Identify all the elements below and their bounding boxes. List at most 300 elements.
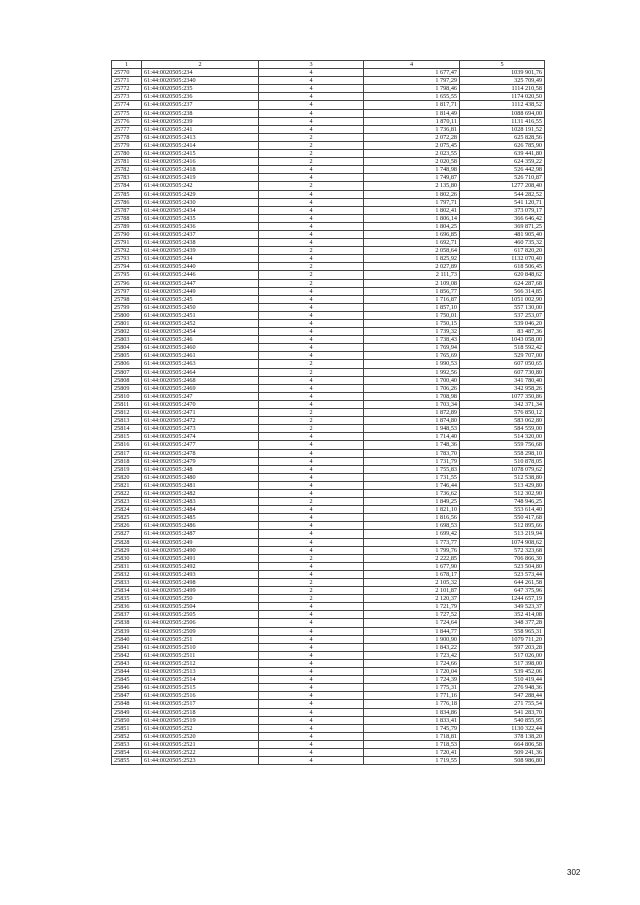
cost-value: 553 614,40 <box>460 506 545 514</box>
category: 4 <box>259 376 364 384</box>
cadastral-number: 61:44:0020505:2481 <box>142 481 259 489</box>
table-row <box>112 295 545 303</box>
table-row <box>112 619 545 627</box>
area-value: 1 825,92 <box>364 255 460 263</box>
cost-value: 647 375,96 <box>460 587 545 595</box>
row-number: 25849 <box>112 708 142 716</box>
category: 4 <box>259 489 364 497</box>
category: 4 <box>259 303 364 311</box>
table-row <box>112 247 545 255</box>
table-row <box>112 417 545 425</box>
table-row <box>112 150 545 158</box>
cost-value: 1088 694,00 <box>460 109 545 117</box>
cadastral-number: 61:44:0020505:2509 <box>142 627 259 635</box>
table-row <box>112 651 545 659</box>
category: 4 <box>259 757 364 765</box>
area-value: 1 736,81 <box>364 125 460 133</box>
row-number: 25773 <box>112 93 142 101</box>
category: 4 <box>259 392 364 400</box>
table-row <box>112 627 545 635</box>
cadastral-number: 61:44:0020505:2470 <box>142 400 259 408</box>
area-value: 2 101,87 <box>364 587 460 595</box>
table-row <box>112 400 545 408</box>
area-value: 2 120,37 <box>364 595 460 603</box>
cadastral-number: 61:44:0020505:2418 <box>142 166 259 174</box>
area-value: 1 718,81 <box>364 732 460 740</box>
category: 4 <box>259 336 364 344</box>
cost-value: 512 895,66 <box>460 522 545 530</box>
cadastral-number: 61:44:0020505:2340 <box>142 77 259 85</box>
category: 4 <box>259 732 364 740</box>
category: 2 <box>259 263 364 271</box>
row-number: 25823 <box>112 498 142 506</box>
area-value: 1 677,90 <box>364 562 460 570</box>
table-row <box>112 117 545 125</box>
area-value: 1 749,87 <box>364 174 460 182</box>
cadastral-number: 61:44:0020505:2480 <box>142 473 259 481</box>
cadastral-number: 61:44:0020505:2499 <box>142 587 259 595</box>
table-row <box>112 133 545 141</box>
category: 4 <box>259 659 364 667</box>
category: 4 <box>259 77 364 85</box>
cost-value: 1112 438,52 <box>460 101 545 109</box>
category: 4 <box>259 562 364 570</box>
table-row <box>112 69 545 77</box>
area-value: 1 755,83 <box>364 465 460 473</box>
table-row <box>112 376 545 384</box>
cost-value: 597 203,28 <box>460 643 545 651</box>
cost-value: 526 710,87 <box>460 174 545 182</box>
area-value: 1 719,55 <box>364 757 460 765</box>
cost-value: 512 538,80 <box>460 473 545 481</box>
category: 2 <box>259 150 364 158</box>
area-value: 1 775,31 <box>364 684 460 692</box>
table-row <box>112 579 545 587</box>
cadastral-number: 61:44:0020505:2491 <box>142 554 259 562</box>
table-row <box>112 473 545 481</box>
area-value: 1 724,39 <box>364 676 460 684</box>
cost-value: 626 785,90 <box>460 141 545 149</box>
category: 4 <box>259 692 364 700</box>
cost-value: 369 871,25 <box>460 222 545 230</box>
cost-value: 523 573,44 <box>460 570 545 578</box>
cost-value: 348 377,28 <box>460 619 545 627</box>
cost-value: 541 120,71 <box>460 198 545 206</box>
row-number: 25818 <box>112 457 142 465</box>
cost-value: 1077 350,86 <box>460 392 545 400</box>
row-number: 25847 <box>112 692 142 700</box>
area-value: 2 072,28 <box>364 133 460 141</box>
row-number: 25840 <box>112 635 142 643</box>
cost-value: 607 050,65 <box>460 360 545 368</box>
cadastral-number: 61:44:0020505:236 <box>142 93 259 101</box>
cost-value: 541 283,70 <box>460 708 545 716</box>
cost-value: 1039 901,76 <box>460 69 545 77</box>
cadastral-number: 61:44:0020505:2471 <box>142 409 259 417</box>
cadastral-number: 61:44:0020505:2516 <box>142 692 259 700</box>
table-row <box>112 320 545 328</box>
cost-value: 517 398,00 <box>460 659 545 667</box>
table-row <box>112 352 545 360</box>
area-value: 1 804,25 <box>364 222 460 230</box>
table-row <box>112 635 545 643</box>
area-value: 1 843,22 <box>364 643 460 651</box>
row-number: 25816 <box>112 441 142 449</box>
row-number: 25804 <box>112 344 142 352</box>
category: 4 <box>259 222 364 230</box>
cost-value: 1244 657,19 <box>460 595 545 603</box>
table-row <box>112 676 545 684</box>
row-number: 25848 <box>112 700 142 708</box>
table-row <box>112 271 545 279</box>
category: 4 <box>259 101 364 109</box>
cadastral-number: 61:44:0020505:2484 <box>142 506 259 514</box>
table-row <box>112 174 545 182</box>
cost-value: 1051 002,90 <box>460 295 545 303</box>
category: 2 <box>259 141 364 149</box>
area-value: 2 111,73 <box>364 271 460 279</box>
area-value: 1 834,86 <box>364 708 460 716</box>
cadastral-number: 61:44:0020505:2506 <box>142 619 259 627</box>
cost-value: 624 287,68 <box>460 279 545 287</box>
category: 4 <box>259 69 364 77</box>
row-number: 25814 <box>112 425 142 433</box>
category: 2 <box>259 425 364 433</box>
category: 4 <box>259 109 364 117</box>
area-value: 2 058,64 <box>364 247 460 255</box>
table-row <box>112 230 545 238</box>
cost-value: 342 371,34 <box>460 400 545 408</box>
cadastral-number: 61:44:0020505:2490 <box>142 546 259 554</box>
area-value: 2 075,45 <box>364 141 460 149</box>
table-row <box>112 425 545 433</box>
cost-value: 341 780,40 <box>460 376 545 384</box>
row-number: 25852 <box>112 732 142 740</box>
cadastral-number: 61:44:0020505:238 <box>142 109 259 117</box>
area-value: 1 776,18 <box>364 700 460 708</box>
cost-value: 508 986,80 <box>460 757 545 765</box>
cost-value: 639 441,80 <box>460 150 545 158</box>
cadastral-number: 61:44:0020505:2487 <box>142 530 259 538</box>
row-number: 25803 <box>112 336 142 344</box>
row-number: 25812 <box>112 409 142 417</box>
category: 2 <box>259 368 364 376</box>
area-value: 1 708,98 <box>364 392 460 400</box>
cadastral-number: 61:44:0020505:237 <box>142 101 259 109</box>
category: 2 <box>259 409 364 417</box>
category: 2 <box>259 158 364 166</box>
cadastral-number: 61:44:0020505:239 <box>142 117 259 125</box>
table-row <box>112 141 545 149</box>
category: 4 <box>259 668 364 676</box>
cost-value: 1043 058,00 <box>460 336 545 344</box>
cost-value: 540 855,95 <box>460 716 545 724</box>
row-number: 25855 <box>112 757 142 765</box>
row-number: 25796 <box>112 279 142 287</box>
category: 4 <box>259 125 364 133</box>
area-value: 1 692,71 <box>364 239 460 247</box>
area-value: 1 750,01 <box>364 311 460 319</box>
cost-value: 748 946,25 <box>460 498 545 506</box>
table-row <box>112 748 545 756</box>
category: 2 <box>259 279 364 287</box>
table-header-row <box>112 61 545 69</box>
table-row <box>112 457 545 465</box>
cadastral-number: 61:44:0020505:2464 <box>142 368 259 376</box>
column-header-1: 1 <box>112 61 142 69</box>
category: 4 <box>259 93 364 101</box>
cadastral-number: 61:44:0020505:2452 <box>142 320 259 328</box>
cost-value: 547 288,44 <box>460 692 545 700</box>
row-number: 25829 <box>112 546 142 554</box>
table-row <box>112 287 545 295</box>
cost-value: 1074 908,62 <box>460 538 545 546</box>
row-number: 25799 <box>112 303 142 311</box>
category: 2 <box>259 133 364 141</box>
row-number: 25772 <box>112 85 142 93</box>
row-number: 25781 <box>112 158 142 166</box>
cadastral-number: 61:44:0020505:2461 <box>142 352 259 360</box>
cost-value: 618 506,45 <box>460 263 545 271</box>
area-value: 1 720,04 <box>364 668 460 676</box>
cost-value: 617 820,20 <box>460 247 545 255</box>
table-row <box>112 732 545 740</box>
cost-value: 510 878,05 <box>460 457 545 465</box>
table-row <box>112 587 545 595</box>
cost-value: 558 965,31 <box>460 627 545 635</box>
cadastral-number: 61:44:0020505:245 <box>142 295 259 303</box>
cost-value: 513 219,94 <box>460 530 545 538</box>
cost-value: 1114 210,58 <box>460 85 545 93</box>
category: 4 <box>259 724 364 732</box>
cadastral-number: 61:44:0020505:2450 <box>142 303 259 311</box>
category: 2 <box>259 554 364 562</box>
category: 4 <box>259 627 364 635</box>
cost-value: 1079 711,20 <box>460 635 545 643</box>
category: 2 <box>259 417 364 425</box>
cost-value: 512 302,90 <box>460 489 545 497</box>
category: 2 <box>259 182 364 190</box>
row-number: 25789 <box>112 222 142 230</box>
area-value: 2 027,89 <box>364 263 460 271</box>
cadastral-number: 61:44:0020505:2438 <box>142 239 259 247</box>
category: 2 <box>259 247 364 255</box>
row-number: 25779 <box>112 141 142 149</box>
area-value: 1 738,43 <box>364 336 460 344</box>
table-row <box>112 554 545 562</box>
area-value: 1 724,64 <box>364 619 460 627</box>
category: 4 <box>259 570 364 578</box>
category: 4 <box>259 174 364 182</box>
area-value: 1 703,34 <box>364 400 460 408</box>
cost-value: 572 323,68 <box>460 546 545 554</box>
row-number: 25820 <box>112 473 142 481</box>
category: 2 <box>259 579 364 587</box>
row-number: 25783 <box>112 174 142 182</box>
area-value: 1 720,41 <box>364 748 460 756</box>
row-number: 25778 <box>112 133 142 141</box>
area-value: 1 700,40 <box>364 376 460 384</box>
category: 4 <box>259 295 364 303</box>
cost-value: 539 046,20 <box>460 320 545 328</box>
area-value: 2 135,80 <box>364 182 460 190</box>
cadastral-number: 61:44:0020505:251 <box>142 635 259 643</box>
cost-value: 566 314,85 <box>460 287 545 295</box>
table-row <box>112 344 545 352</box>
cost-value: 544 282,52 <box>460 190 545 198</box>
area-value: 1 814,49 <box>364 109 460 117</box>
area-value: 1 706,26 <box>364 384 460 392</box>
cadastral-number: 61:44:0020505:2521 <box>142 740 259 748</box>
data-table <box>111 60 545 765</box>
row-number: 25788 <box>112 214 142 222</box>
table-row <box>112 255 545 263</box>
row-number: 25851 <box>112 724 142 732</box>
cost-value: 373 079,17 <box>460 206 545 214</box>
row-number: 25800 <box>112 311 142 319</box>
cost-value: 509 241,36 <box>460 748 545 756</box>
row-number: 25843 <box>112 659 142 667</box>
row-number: 25824 <box>112 506 142 514</box>
category: 2 <box>259 595 364 603</box>
row-number: 25787 <box>112 206 142 214</box>
cadastral-number: 61:44:0020505:2414 <box>142 141 259 149</box>
cost-value: 510 419,44 <box>460 676 545 684</box>
cost-value: 644 261,58 <box>460 579 545 587</box>
cadastral-number: 61:44:0020505:2446 <box>142 271 259 279</box>
area-value: 1 874,80 <box>364 417 460 425</box>
category: 4 <box>259 190 364 198</box>
cadastral-number: 61:44:0020505:2451 <box>142 311 259 319</box>
cost-value: 706 866,30 <box>460 554 545 562</box>
cadastral-number: 61:44:0020505:2440 <box>142 263 259 271</box>
cost-value: 1028 191,52 <box>460 125 545 133</box>
category: 2 <box>259 498 364 506</box>
area-value: 1 696,85 <box>364 230 460 238</box>
area-value: 2 020,58 <box>364 158 460 166</box>
row-number: 25792 <box>112 247 142 255</box>
table-row <box>112 263 545 271</box>
table-row <box>112 360 545 368</box>
row-number: 25805 <box>112 352 142 360</box>
table-row <box>112 716 545 724</box>
category: 4 <box>259 643 364 651</box>
cadastral-number: 61:44:0020505:2434 <box>142 206 259 214</box>
table-row <box>112 708 545 716</box>
cost-value: 576 850,12 <box>460 409 545 417</box>
table-row <box>112 409 545 417</box>
category: 4 <box>259 85 364 93</box>
category: 4 <box>259 700 364 708</box>
cadastral-number: 61:44:0020505:235 <box>142 85 259 93</box>
area-value: 2 109,08 <box>364 279 460 287</box>
cadastral-number: 61:44:0020505:242 <box>142 182 259 190</box>
category: 4 <box>259 287 364 295</box>
category: 4 <box>259 522 364 530</box>
table-row <box>112 684 545 692</box>
area-value: 1 748,98 <box>364 166 460 174</box>
category: 4 <box>259 400 364 408</box>
cost-value: 1130 322,44 <box>460 724 545 732</box>
row-number: 25844 <box>112 668 142 676</box>
table-row <box>112 692 545 700</box>
cadastral-number: 61:44:0020505:246 <box>142 336 259 344</box>
row-number: 25827 <box>112 530 142 538</box>
area-value: 1 799,76 <box>364 546 460 554</box>
table-row <box>112 77 545 85</box>
table-row <box>112 158 545 166</box>
area-value: 1 806,14 <box>364 214 460 222</box>
category: 4 <box>259 676 364 684</box>
cadastral-number: 61:44:0020505:2473 <box>142 425 259 433</box>
cost-value: 271 755,54 <box>460 700 545 708</box>
cadastral-number: 61:44:0020505:2415 <box>142 150 259 158</box>
table-row <box>112 570 545 578</box>
category: 4 <box>259 457 364 465</box>
row-number: 25797 <box>112 287 142 295</box>
category: 4 <box>259 546 364 554</box>
table-row <box>112 222 545 230</box>
category: 4 <box>259 530 364 538</box>
category: 4 <box>259 748 364 756</box>
row-number: 25791 <box>112 239 142 247</box>
row-number: 25793 <box>112 255 142 263</box>
cost-value: 550 417,68 <box>460 514 545 522</box>
table-row <box>112 239 545 247</box>
category: 4 <box>259 684 364 692</box>
category: 4 <box>259 384 364 392</box>
table-row <box>112 336 545 344</box>
area-value: 1 724,66 <box>364 659 460 667</box>
cadastral-number: 61:44:0020505:2468 <box>142 376 259 384</box>
row-number: 25842 <box>112 651 142 659</box>
cadastral-number: 61:44:0020505:250 <box>142 595 259 603</box>
area-value: 1 731,79 <box>364 457 460 465</box>
cadastral-number: 61:44:0020505:2492 <box>142 562 259 570</box>
row-number: 25828 <box>112 538 142 546</box>
category: 4 <box>259 611 364 619</box>
table-row <box>112 206 545 214</box>
cadastral-number: 61:44:0020505:241 <box>142 125 259 133</box>
category: 4 <box>259 506 364 514</box>
cost-value: 1277 208,40 <box>460 182 545 190</box>
cadastral-number: 61:44:0020505:2479 <box>142 457 259 465</box>
category: 4 <box>259 166 364 174</box>
cost-value: 607 730,80 <box>460 368 545 376</box>
cost-value: 349 523,37 <box>460 603 545 611</box>
table-row <box>112 433 545 441</box>
row-number: 25838 <box>112 619 142 627</box>
table-row <box>112 328 545 336</box>
cadastral-number: 61:44:0020505:244 <box>142 255 259 263</box>
table-row <box>112 109 545 117</box>
row-number: 25784 <box>112 182 142 190</box>
area-value: 1 699,42 <box>364 530 460 538</box>
cost-value: 325 709,49 <box>460 77 545 85</box>
table-row <box>112 190 545 198</box>
area-value: 1 833,41 <box>364 716 460 724</box>
cadastral-number: 61:44:0020505:2447 <box>142 279 259 287</box>
row-number: 25825 <box>112 514 142 522</box>
cost-value: 624 359,22 <box>460 158 545 166</box>
cadastral-number: 61:44:0020505:2477 <box>142 441 259 449</box>
row-number: 25798 <box>112 295 142 303</box>
row-number: 25832 <box>112 570 142 578</box>
area-value: 1 783,70 <box>364 449 460 457</box>
cost-value: 559 756,68 <box>460 441 545 449</box>
row-number: 25845 <box>112 676 142 684</box>
cadastral-number: 61:44:0020505:2430 <box>142 198 259 206</box>
